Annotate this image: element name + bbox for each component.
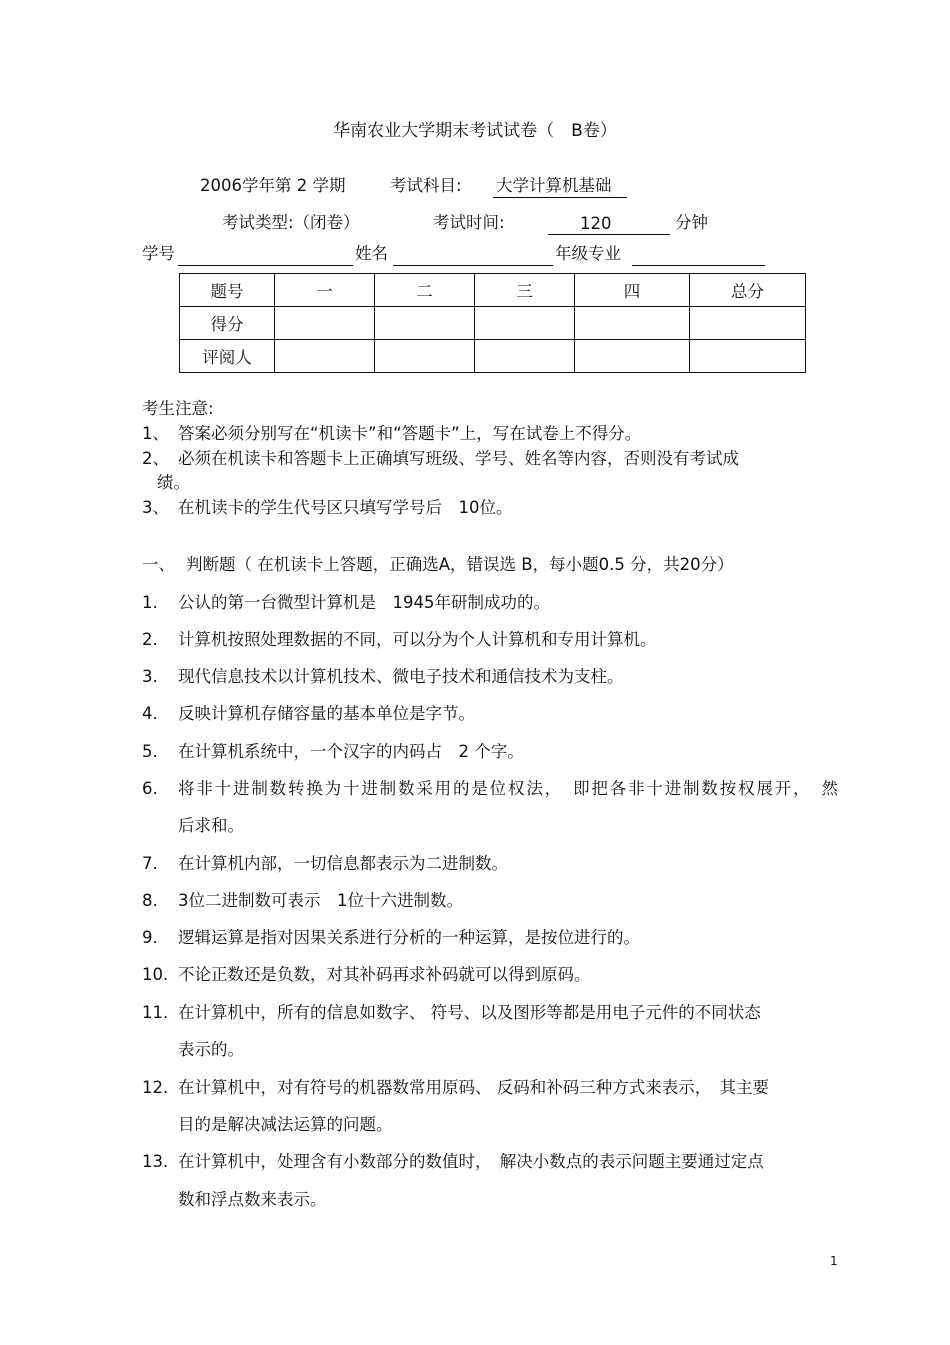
notice-title: 考生注意:	[142, 399, 214, 418]
reviewer-cell[interactable]	[575, 340, 690, 373]
section-number: 一、	[142, 555, 175, 574]
header-cell-total: 总分	[690, 274, 806, 307]
score-cell[interactable]	[275, 307, 375, 340]
reviewer-cell[interactable]	[275, 340, 375, 373]
time-underline	[548, 234, 670, 235]
row-label-score: 得分	[180, 307, 275, 340]
question-number: 6.	[142, 779, 158, 798]
question-text: 在计算机中，所有的信息如数字、 符号、以及图形等都是用电子元件的不同状态	[178, 1003, 761, 1022]
notice-text: 答案必须分别写在“机读卡”和“答题卡”上，写在试卷上不得分。	[178, 424, 642, 443]
notice-num: 2、	[142, 449, 169, 468]
question-text: 计算机按照处理数据的不同，可以分为个人计算机和专用计算机。	[178, 630, 657, 649]
major-label: 年级专业	[555, 244, 621, 263]
question-text-cont: 数和浮点数来表示。	[178, 1190, 327, 1209]
question-number: 1.	[142, 593, 158, 612]
year-term: 2006学年第 2 学期	[200, 176, 346, 195]
question-number: 12.	[142, 1078, 169, 1097]
subject-value: 大学计算机基础	[496, 176, 612, 195]
header-cell-3: 三	[475, 274, 575, 307]
time-label: 考试时间:	[433, 213, 505, 232]
reviewer-cell[interactable]	[690, 340, 806, 373]
exam-title: 华南农业大学期末考试试卷（ B卷）	[333, 121, 617, 141]
question-text: 在计算机系统中，一个汉字的内码占 2 个字。	[178, 742, 524, 761]
question-number: 13.	[142, 1152, 169, 1171]
question-number: 5.	[142, 742, 158, 761]
notice-text: 在机读卡的学生代号区只填写学号后 10位。	[178, 498, 513, 517]
major-field[interactable]	[632, 265, 765, 266]
time-value: 120	[580, 214, 612, 233]
question-number: 10.	[142, 965, 169, 984]
question-text: 不论正数还是负数，对其补码再求补码就可以得到原码。	[178, 965, 591, 984]
question-number: 2.	[142, 630, 158, 649]
student-id-field[interactable]	[178, 265, 353, 266]
header-cell-1: 一	[275, 274, 375, 307]
row-label-reviewer: 评阅人	[180, 340, 275, 373]
score-cell[interactable]	[690, 307, 806, 340]
reviewer-row	[180, 340, 806, 373]
reviewer-cell[interactable]	[375, 340, 475, 373]
section-title: 判断题（ 在机读卡上答题，正确选A，错误选 B，每小题0.5 分，共20分）	[186, 555, 734, 574]
header-cell-4: 四	[575, 274, 690, 307]
notice-num: 1、	[142, 424, 169, 443]
subject-label: 考试科目:	[390, 176, 462, 195]
reviewer-cell[interactable]	[475, 340, 575, 373]
question-text: 逻辑运算是指对因果关系进行分析的一种运算，是按位进行的。	[178, 928, 640, 947]
student-id-label: 学号	[142, 244, 175, 263]
notice-text: 必须在机读卡和答题卡上正确填写班级、学号、姓名等内容，否则没有考试成	[178, 449, 739, 468]
question-text: 在计算机中，处理含有小数部分的数值时， 解决小数点的表示问题主要通过定点	[178, 1152, 764, 1171]
question-text-cont: 表示的。	[178, 1040, 244, 1059]
question-text: 3位二进制数可表示 1位十六进制数。	[178, 891, 463, 910]
notice-text-cont: 绩。	[157, 473, 190, 492]
header-cell-2: 二	[375, 274, 475, 307]
question-text-cont: 后求和。	[178, 816, 244, 835]
score-cell[interactable]	[375, 307, 475, 340]
question-number: 9.	[142, 928, 158, 947]
question-number: 4.	[142, 704, 158, 723]
header-cell-question-no: 题号	[180, 274, 275, 307]
subject-underline	[493, 197, 627, 198]
question-text: 公认的第一台微型计算机是 1945年研制成功的。	[178, 593, 550, 612]
notice-num: 3、	[142, 498, 169, 517]
score-table	[179, 273, 806, 373]
exam-type: 考试类型:（闭卷）	[222, 213, 360, 232]
time-unit: 分钟	[675, 213, 708, 232]
question-number: 7.	[142, 854, 158, 873]
question-text-cont: 目的是解决减法运算的问题。	[178, 1115, 393, 1134]
student-name-label: 姓名	[355, 244, 388, 263]
question-number: 3.	[142, 667, 158, 686]
score-cell[interactable]	[575, 307, 690, 340]
student-name-field[interactable]	[393, 265, 553, 266]
question-text: 现代信息技术以计算机技术、微电子技术和通信技术为支柱。	[178, 667, 624, 686]
score-row	[180, 307, 806, 340]
question-text: 在计算机内部，一切信息都表示为二进制数。	[178, 854, 508, 873]
page-number: 1	[830, 1254, 838, 1268]
score-table-header-row	[180, 274, 806, 307]
score-cell[interactable]	[475, 307, 575, 340]
question-text: 在计算机中，对有符号的机器数常用原码、 反码和补码三种方式来表示， 其主要	[178, 1078, 769, 1097]
question-text: 反映计算机存储容量的基本单位是字节。	[178, 704, 475, 723]
question-number: 8.	[142, 891, 158, 910]
question-text: 将非十进制数转换为十进制数采用的是位权法， 即把各非十进制数按权展开， 然	[178, 779, 838, 798]
question-number: 11.	[142, 1003, 169, 1022]
